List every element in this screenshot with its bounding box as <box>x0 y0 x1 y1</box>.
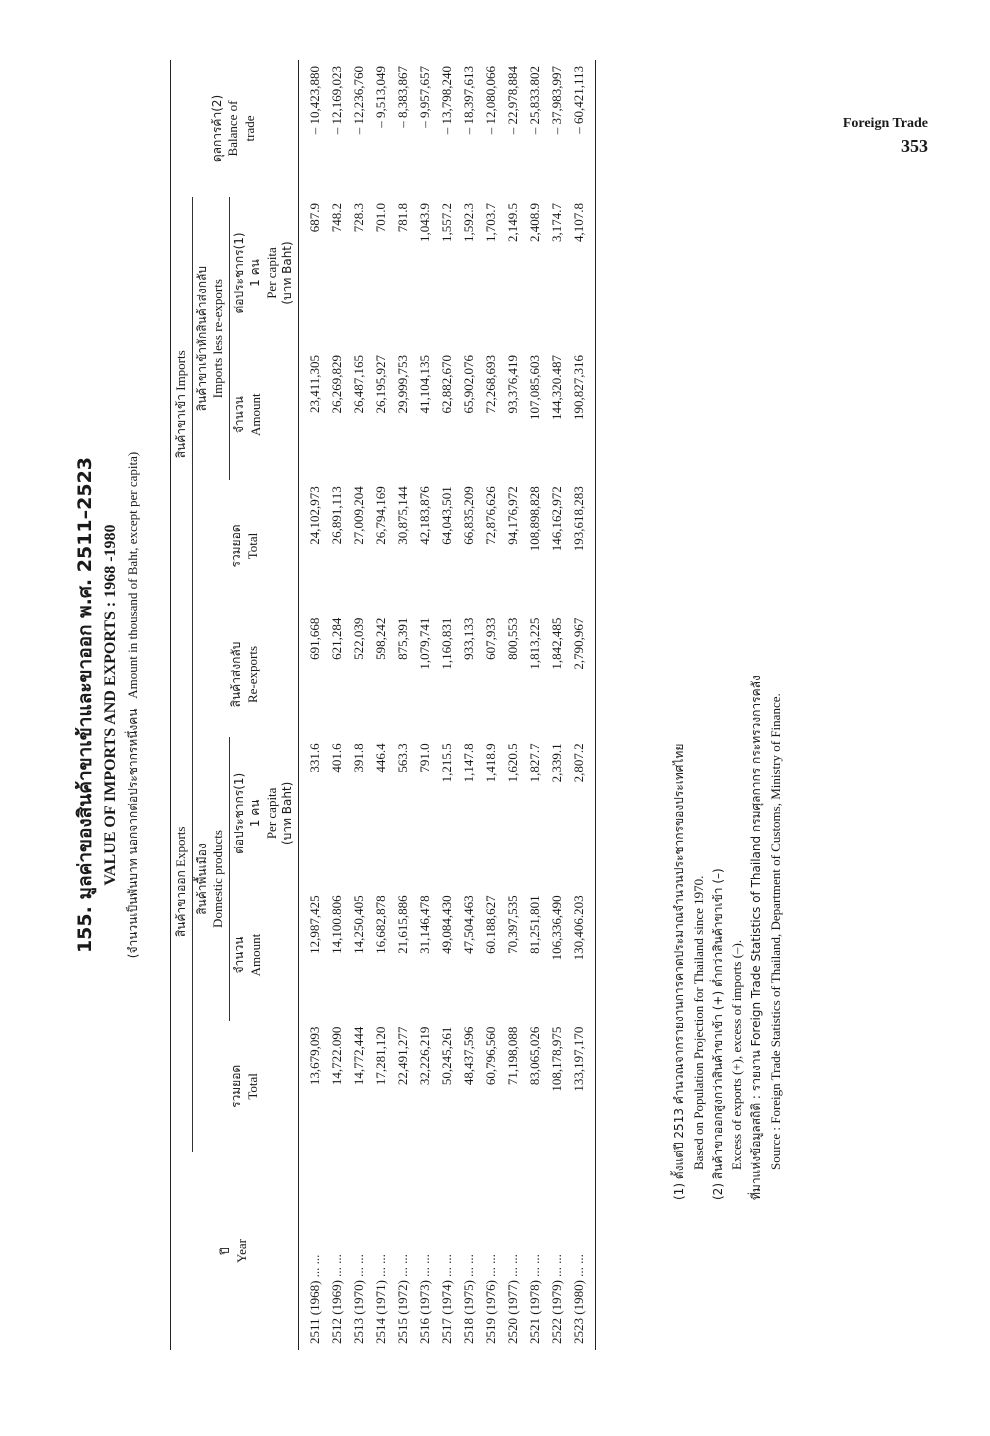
cell-imp-total: 193,618,283 <box>568 480 596 611</box>
cell-dom-percap: 1,827.7 <box>527 743 543 783</box>
rotated-table-page <box>70 60 900 1350</box>
cell-year: 2519 (1976) ... ... <box>483 1254 499 1344</box>
source-thai: ที่มาแห่งข้อมูลสถิติ : รายงาน Foreign Trade Statistics of Thailand กรมศุลกากร กระทรวงการคลัง <box>749 675 764 1200</box>
cell-reexports: 2,790,967 <box>568 612 596 738</box>
footnote-2-english: Excess of exports (+), excess of imports (–). <box>729 939 745 1170</box>
cell-dom-amount: 49,084,430 <box>439 895 455 954</box>
cell-reexports: 1,813,225 <box>527 617 543 670</box>
cell-year: 2513 (1970) ... ... <box>351 1254 367 1344</box>
cell-balance: – 13,798,240 <box>439 66 455 135</box>
cell-exp-total: 48,437,596 <box>461 1026 477 1086</box>
exp-total-header: รวมยอด Total <box>229 1064 260 1108</box>
imports-group-header: สินค้าขาเข้า Imports <box>171 197 193 612</box>
cell-year: 2515 (1972) ... ... <box>395 1254 411 1344</box>
cell-imp-less-amount: 29,999,753 <box>395 354 411 414</box>
table-row <box>348 60 370 1350</box>
cell-dom-amount: 21,615,886 <box>395 895 411 954</box>
cell-imp-total: 27,009,204 <box>351 486 367 545</box>
cell-imp-less-amount: 190,827,316 <box>568 349 596 480</box>
cell-imp-total: 72,876,626 <box>483 486 499 545</box>
table-title-block <box>70 60 143 1350</box>
cell-dom-amount: 14,100.806 <box>329 895 345 954</box>
cell-exp-total: 13,679,093 <box>299 1021 327 1152</box>
cell-balance: – 10,423,880 <box>299 60 327 197</box>
cell-imp-less-percap: 1,043.9 <box>417 202 433 242</box>
cell-imp-total: 108,898,828 <box>527 486 543 552</box>
cell-balance: – 9,513,049 <box>373 66 389 128</box>
cell-exp-total: 17,281,120 <box>373 1026 389 1086</box>
trade-table <box>170 60 596 1350</box>
cell-exp-total: 32,226,219 <box>417 1026 433 1086</box>
cell-year: 2520 (1977) ... ... <box>505 1254 521 1344</box>
cell-dom-percap: 391.8 <box>351 743 367 773</box>
cell-imp-less-percap: 3,174.7 <box>549 202 565 242</box>
cell-imp-less-amount: 107,085,603 <box>527 354 543 420</box>
cell-year: 2514 (1971) ... ... <box>373 1254 389 1344</box>
cell-reexports: 1,079,741 <box>417 617 433 670</box>
cell-dom-percap: 401.6 <box>329 743 345 773</box>
cell-imp-less-amount: 23,411,305 <box>299 349 327 480</box>
cell-dom-amount: 81,251,801 <box>527 895 543 954</box>
cell-imp-less-percap: 781.8 <box>395 202 411 233</box>
cell-reexports: 1,842,485 <box>549 617 565 670</box>
table-row <box>370 60 392 1350</box>
title-english: VALUE OF IMPORTS AND EXPORTS : 1968 -1980 <box>102 524 119 886</box>
cell-dom-amount: 12,987,425 <box>299 889 327 1020</box>
cell-imp-less-amount: 72,268,693 <box>483 354 499 414</box>
cell-imp-total: 146,162,972 <box>549 486 565 552</box>
cell-balance: – 60,421,113 <box>568 60 596 197</box>
table-row <box>392 60 414 1350</box>
cell-imp-less-percap: 728.3 <box>351 202 367 233</box>
footnotes <box>670 675 786 1200</box>
dom-percap-header: ต่อประชากร(1) 1 คน Per capita (บาท Baht) <box>232 772 295 854</box>
cell-imp-less-percap: 2,149.5 <box>505 202 521 242</box>
cell-imp-less-amount: 41,104,135 <box>417 354 433 414</box>
cell-dom-percap: 1,215.5 <box>439 743 455 783</box>
table-row <box>502 60 524 1350</box>
cell-reexports: 875,391 <box>395 617 411 660</box>
cell-reexports: 691,668 <box>299 612 327 738</box>
cell-imp-less-percap: 1,703.7 <box>483 202 499 242</box>
cell-imp-less-percap: 687.9 <box>299 197 327 349</box>
cell-reexports: 598,242 <box>373 617 389 660</box>
page-number: 353 <box>901 136 928 156</box>
running-header: Foreign Trade <box>842 116 928 131</box>
cell-balance: – 22,978,884 <box>505 66 521 135</box>
cell-dom-percap: 1,147.8 <box>461 743 477 783</box>
imp-percap-header: ต่อประชากร(1) 1 คน Per capita (บาท Baht) <box>232 232 295 314</box>
reexports-header: สินค้าส่งกลับ Re-exports <box>229 641 260 708</box>
cell-exp-total: 133,197,170 <box>568 1021 596 1152</box>
cell-imp-total: 24,102,973 <box>299 480 327 611</box>
cell-exp-total: 60,796,560 <box>483 1026 499 1086</box>
cell-imp-total: 26,794,169 <box>373 486 389 545</box>
cell-imp-less-amount: 93,376,419 <box>505 354 521 414</box>
cell-reexports: 800,553 <box>505 617 521 660</box>
cell-imp-less-amount: 26,195,927 <box>373 354 389 414</box>
cell-year: 2517 (1974) ... ... <box>439 1254 455 1344</box>
cell-imp-less-percap: 2,408.9 <box>527 202 543 242</box>
footnote-2-thai: (2) สินค้าขาออกสูงกว่าสินค้าขาเข้า (+) ต่ำกว่าสินค้าขาเข้า (–) <box>710 868 725 1200</box>
cell-imp-less-amount: 65,902,076 <box>461 354 477 414</box>
table-row <box>414 60 436 1350</box>
cell-reexports: 933,133 <box>461 617 477 660</box>
cell-imp-total: 30,875,144 <box>395 486 411 545</box>
table-body <box>299 60 596 1350</box>
table-row <box>480 60 502 1350</box>
cell-imp-total: 94,176,972 <box>505 486 521 545</box>
cell-imp-less-amount: 62,882,670 <box>439 354 455 414</box>
unit-note: (จำนวนเป็นพันบาท นอกจากต่อประชากรหนึ่งคน Amount in thousand of Baht, except per capita) <box>125 451 140 959</box>
table-row <box>546 60 568 1350</box>
cell-balance: – 12,169,023 <box>329 66 345 135</box>
cell-year: 2512 (1969) ... ... <box>329 1254 345 1344</box>
cell-balance: – 9,957,657 <box>417 66 433 128</box>
cell-imp-total: 42,183,876 <box>417 486 433 545</box>
cell-balance: – 25,833.802 <box>527 66 543 135</box>
cell-exp-total: 22,491,277 <box>395 1026 411 1086</box>
cell-imp-less-percap: 748.2 <box>329 202 345 233</box>
cell-dom-percap: 791.0 <box>417 743 433 773</box>
cell-balance: – 12,080,066 <box>483 66 499 135</box>
cell-exp-total: 108,178,975 <box>549 1026 565 1092</box>
cell-dom-amount: 130,406.203 <box>568 889 596 1020</box>
cell-dom-percap: 2,807.2 <box>568 737 596 889</box>
cell-exp-total: 71,198,088 <box>505 1026 521 1086</box>
cell-reexports: 1,160,831 <box>439 617 455 670</box>
cell-dom-percap: 331.6 <box>299 737 327 889</box>
year-header: ปี Year <box>171 1152 299 1350</box>
exports-group-header: สินค้าขาออก Exports <box>171 612 193 1152</box>
cell-imp-less-percap: 701.0 <box>373 202 389 233</box>
cell-imp-less-percap: 1,592.3 <box>461 202 477 242</box>
cell-exp-total: 83,065,026 <box>527 1026 543 1086</box>
cell-imp-total: 64,043,501 <box>439 486 455 545</box>
cell-dom-percap: 563.3 <box>395 743 411 773</box>
cell-imp-less-percap: 4,107.8 <box>568 197 596 349</box>
cell-balance: – 18,397,613 <box>461 66 477 135</box>
footnote-1-english: Based on Population Projection for Thailand since 1970. <box>690 875 706 1170</box>
domestic-header: สินค้าพื้นเมือง Domestic products <box>192 737 229 1020</box>
cell-balance: – 37,983,997 <box>549 66 565 135</box>
cell-year: 2523 (1980) ... ... <box>568 1152 596 1350</box>
cell-dom-amount: 60.188,627 <box>483 895 499 954</box>
cell-year: 2518 (1975) ... ... <box>461 1254 477 1344</box>
footnote-1-thai: (1) ตั้งแต่ปี 2513 คำนวณจากรายงานการคาดประมาณจำนวนประชากรของประเทศไทย <box>672 743 686 1200</box>
cell-exp-total: 14,772,444 <box>351 1026 367 1086</box>
cell-dom-amount: 70,397,535 <box>505 895 521 954</box>
cell-imp-less-amount: 26,269,829 <box>329 354 345 414</box>
title-thai: 155. มูลค่าของสินค้าขาเข้าและขาออก พ.ศ. 2511–2523 <box>74 456 96 954</box>
cell-exp-total: 50,245,261 <box>439 1026 455 1086</box>
cell-dom-percap: 2,339.1 <box>549 743 565 783</box>
cell-dom-percap: 1,418.9 <box>483 743 499 783</box>
cell-imp-less-amount: 144,320.487 <box>549 354 565 420</box>
cell-reexports: 522,039 <box>351 617 367 660</box>
cell-dom-percap: 1,620.5 <box>505 743 521 783</box>
cell-imp-less-amount: 26,487,165 <box>351 354 367 414</box>
cell-year: 2521 (1978) ... ... <box>527 1254 543 1344</box>
imp-less-header: สินค้าขาเข้าหักสินค้าส่งกลับ Imports less re-exports <box>192 197 229 480</box>
cell-dom-percap: 446.4 <box>373 743 389 773</box>
cell-year: 2522 (1979) ... ... <box>549 1254 565 1344</box>
table-row <box>326 60 348 1350</box>
dom-amount-header: จำนวน Amount <box>232 933 263 977</box>
imp-amount-header: จำนวน Amount <box>232 393 263 436</box>
table-row <box>458 60 480 1350</box>
cell-dom-amount: 14,250,405 <box>351 895 367 954</box>
table-row <box>436 60 458 1350</box>
cell-exp-total: 14,722.090 <box>329 1026 345 1086</box>
source-english: Source : Foreign Trade Statistics of Thailand, Department of Customs, Ministry of Finance. <box>768 693 784 1170</box>
balance-header: ดุลการค้า(2) Balance of trade <box>171 60 299 197</box>
cell-dom-amount: 106,336,490 <box>549 895 565 961</box>
cell-dom-amount: 16,682,878 <box>373 895 389 954</box>
cell-imp-less-percap: 1,557.2 <box>439 202 455 242</box>
cell-dom-amount: 47,504,463 <box>461 895 477 954</box>
cell-reexports: 607,933 <box>483 617 499 660</box>
cell-reexports: 621,284 <box>329 617 345 660</box>
cell-year: 2511 (1968) ... ... <box>299 1152 327 1350</box>
cell-imp-total: 26,891,113 <box>329 486 345 545</box>
cell-dom-amount: 31,146,478 <box>417 895 433 954</box>
table-row <box>524 60 546 1350</box>
imp-total-header: รวมยอด Total <box>229 524 260 568</box>
cell-balance: – 8,383,867 <box>395 66 411 128</box>
cell-year: 2516 (1973) ... ... <box>417 1254 433 1344</box>
cell-balance: – 12,236,760 <box>351 66 367 135</box>
table-row <box>568 60 596 1350</box>
cell-imp-total: 66,835,209 <box>461 486 477 545</box>
table-row <box>299 60 327 1350</box>
